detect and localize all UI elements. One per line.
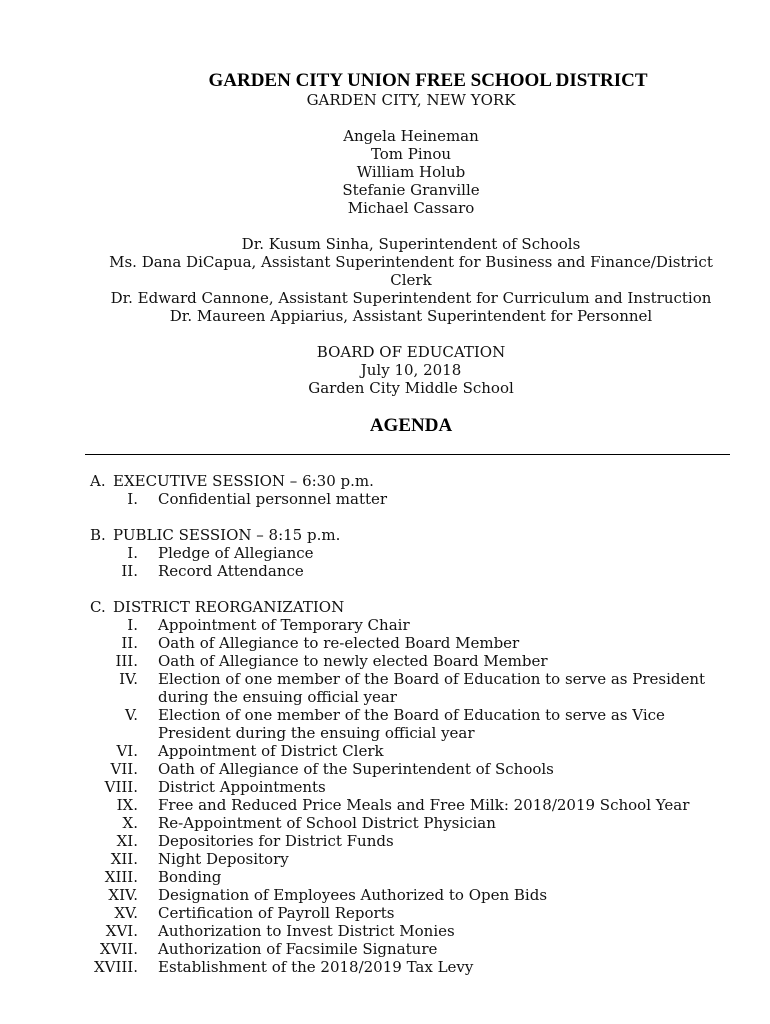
agenda-item: [90, 940, 730, 958]
meeting-body: BOARD OF EDUCATION: [316, 343, 506, 361]
horizontal-divider: [85, 454, 730, 455]
agenda-item-text: Confidential personnel matter: [158, 490, 388, 508]
agenda-item-number: IV.: [119, 670, 138, 688]
agenda-item-number: II.: [121, 562, 138, 580]
agenda-item: [90, 778, 730, 796]
agenda-item-number: I.: [127, 616, 138, 634]
agenda-section: [90, 472, 730, 508]
agenda-item-text: Authorization of Facsimile Signature: [158, 940, 438, 958]
meeting-date: July 10, 2018: [360, 361, 462, 379]
agenda-item-text: District Appointments: [158, 778, 326, 796]
board-member: William Holub: [356, 163, 466, 181]
section-letter: C.: [90, 598, 106, 616]
agenda-item-number: III.: [115, 652, 138, 670]
agenda-item: [90, 886, 730, 904]
agenda-item-number: VIII.: [104, 778, 138, 796]
agenda-item-number: XII.: [110, 850, 138, 868]
agenda-item: [90, 742, 730, 760]
agenda-item: [90, 634, 730, 652]
agenda-item: [90, 490, 730, 508]
agenda-item-text: Appointment of Temporary Chair: [158, 616, 410, 634]
agenda-section: [90, 598, 730, 976]
agenda-item-number: I.: [127, 490, 138, 508]
agenda-item: [90, 868, 730, 886]
agenda-item-text: Pledge of Allegiance: [158, 544, 314, 562]
agenda-section-heading: [90, 598, 730, 616]
section-title: DISTRICT REORGANIZATION: [113, 598, 345, 616]
agenda-item: [90, 652, 730, 670]
agenda-item-number: V.: [125, 706, 138, 724]
administrators-list: [100, 235, 722, 325]
agenda-item: [90, 958, 730, 976]
agenda-item-number: XVIII.: [93, 958, 138, 976]
agenda-item: [90, 904, 730, 922]
agenda-section-heading: [90, 472, 730, 490]
agenda-item-text: Appointment of District Clerk: [158, 742, 384, 760]
agenda-item-number: II.: [121, 634, 138, 652]
agenda-item-number: VI.: [116, 742, 138, 760]
agenda-section: [90, 526, 730, 580]
section-title: EXECUTIVE SESSION – 6:30 p.m.: [113, 472, 374, 490]
agenda-item-text: Establishment of the 2018/2019 Tax Levy: [158, 958, 474, 976]
agenda-item-text: Election of one member of the Board of Education to serve as Vice President during the ensuing official year: [158, 706, 665, 742]
board-member: Michael Cassaro: [347, 199, 475, 217]
district-title: GARDEN CITY UNION FREE SCHOOL DISTRICT: [208, 70, 648, 91]
agenda-item: [90, 706, 730, 742]
agenda-item-text: Authorization to Invest District Monies: [158, 922, 455, 940]
administrator: Dr. Maureen Appiarius, Assistant Superintendent for Personnel: [169, 307, 653, 325]
agenda-item-text: Depositories for District Funds: [158, 832, 394, 850]
agenda-item-number: VII.: [110, 760, 138, 778]
agenda-item-text: Certification of Payroll Reports: [158, 904, 395, 922]
agenda-item: [90, 814, 730, 832]
board-member: Tom Pinou: [370, 145, 452, 163]
agenda-section-heading: [90, 526, 730, 544]
agenda-item-text: Oath of Allegiance to re-elected Board Member: [158, 634, 520, 652]
section-title: PUBLIC SESSION – 8:15 p.m.: [113, 526, 341, 544]
administrator: Ms. Dana DiCapua, Assistant Superintendent for Business and Finance/District Clerk: [109, 253, 713, 289]
agenda-item-text: Bonding: [158, 868, 222, 886]
agenda-item-number: XVII.: [99, 940, 138, 958]
meeting-location: Garden City Middle School: [308, 379, 514, 397]
agenda-item-number: X.: [122, 814, 138, 832]
agenda-item-text: Oath of Allegiance of the Superintendent of Schools: [158, 760, 554, 778]
agenda-item: [90, 670, 730, 706]
section-letter: B.: [90, 526, 106, 544]
agenda-item-text: Election of one member of the Board of Education to serve as President during the ensuing official year: [158, 670, 706, 706]
agenda-item-number: XIV.: [108, 886, 138, 904]
agenda-item: [90, 796, 730, 814]
agenda-item-text: Oath of Allegiance to newly elected Board Member: [158, 652, 548, 670]
agenda-item-number: I.: [127, 544, 138, 562]
board-member: Angela Heineman: [343, 127, 479, 145]
agenda-item-text: Free and Reduced Price Meals and Free Milk: 2018/2019 School Year: [158, 796, 690, 814]
agenda-item-number: IX.: [116, 796, 138, 814]
agenda-item: [90, 616, 730, 634]
agenda-item-text: Re-Appointment of School District Physician: [158, 814, 496, 832]
agenda-heading: AGENDA: [369, 415, 453, 436]
section-letter: A.: [90, 472, 106, 490]
agenda-item-text: Record Attendance: [158, 562, 304, 580]
agenda-item: [90, 832, 730, 850]
board-members-list: [0, 127, 770, 217]
agenda-item-text: Night Depository: [158, 850, 289, 868]
agenda-item-number: XV.: [114, 904, 138, 922]
agenda-item: [90, 922, 730, 940]
agenda-item: [90, 760, 730, 778]
administrator: Dr. Edward Cannone, Assistant Superintendent for Curriculum and Instruction: [110, 289, 712, 307]
agenda-item: [90, 544, 730, 562]
board-member: Stefanie Granville: [342, 181, 480, 199]
agenda-item-number: XVI.: [105, 922, 138, 940]
meeting-info: [0, 343, 770, 397]
agenda-list: [90, 472, 730, 994]
agenda-item: [90, 850, 730, 868]
agenda-item-text: Designation of Employees Authorized to Open Bids: [158, 886, 548, 904]
agenda-item: [90, 562, 730, 580]
agenda-item-number: XIII.: [104, 868, 138, 886]
district-location: GARDEN CITY, NEW YORK: [306, 91, 516, 109]
administrator: Dr. Kusum Sinha, Superintendent of Schools: [241, 235, 581, 253]
agenda-item-number: XI.: [116, 832, 138, 850]
